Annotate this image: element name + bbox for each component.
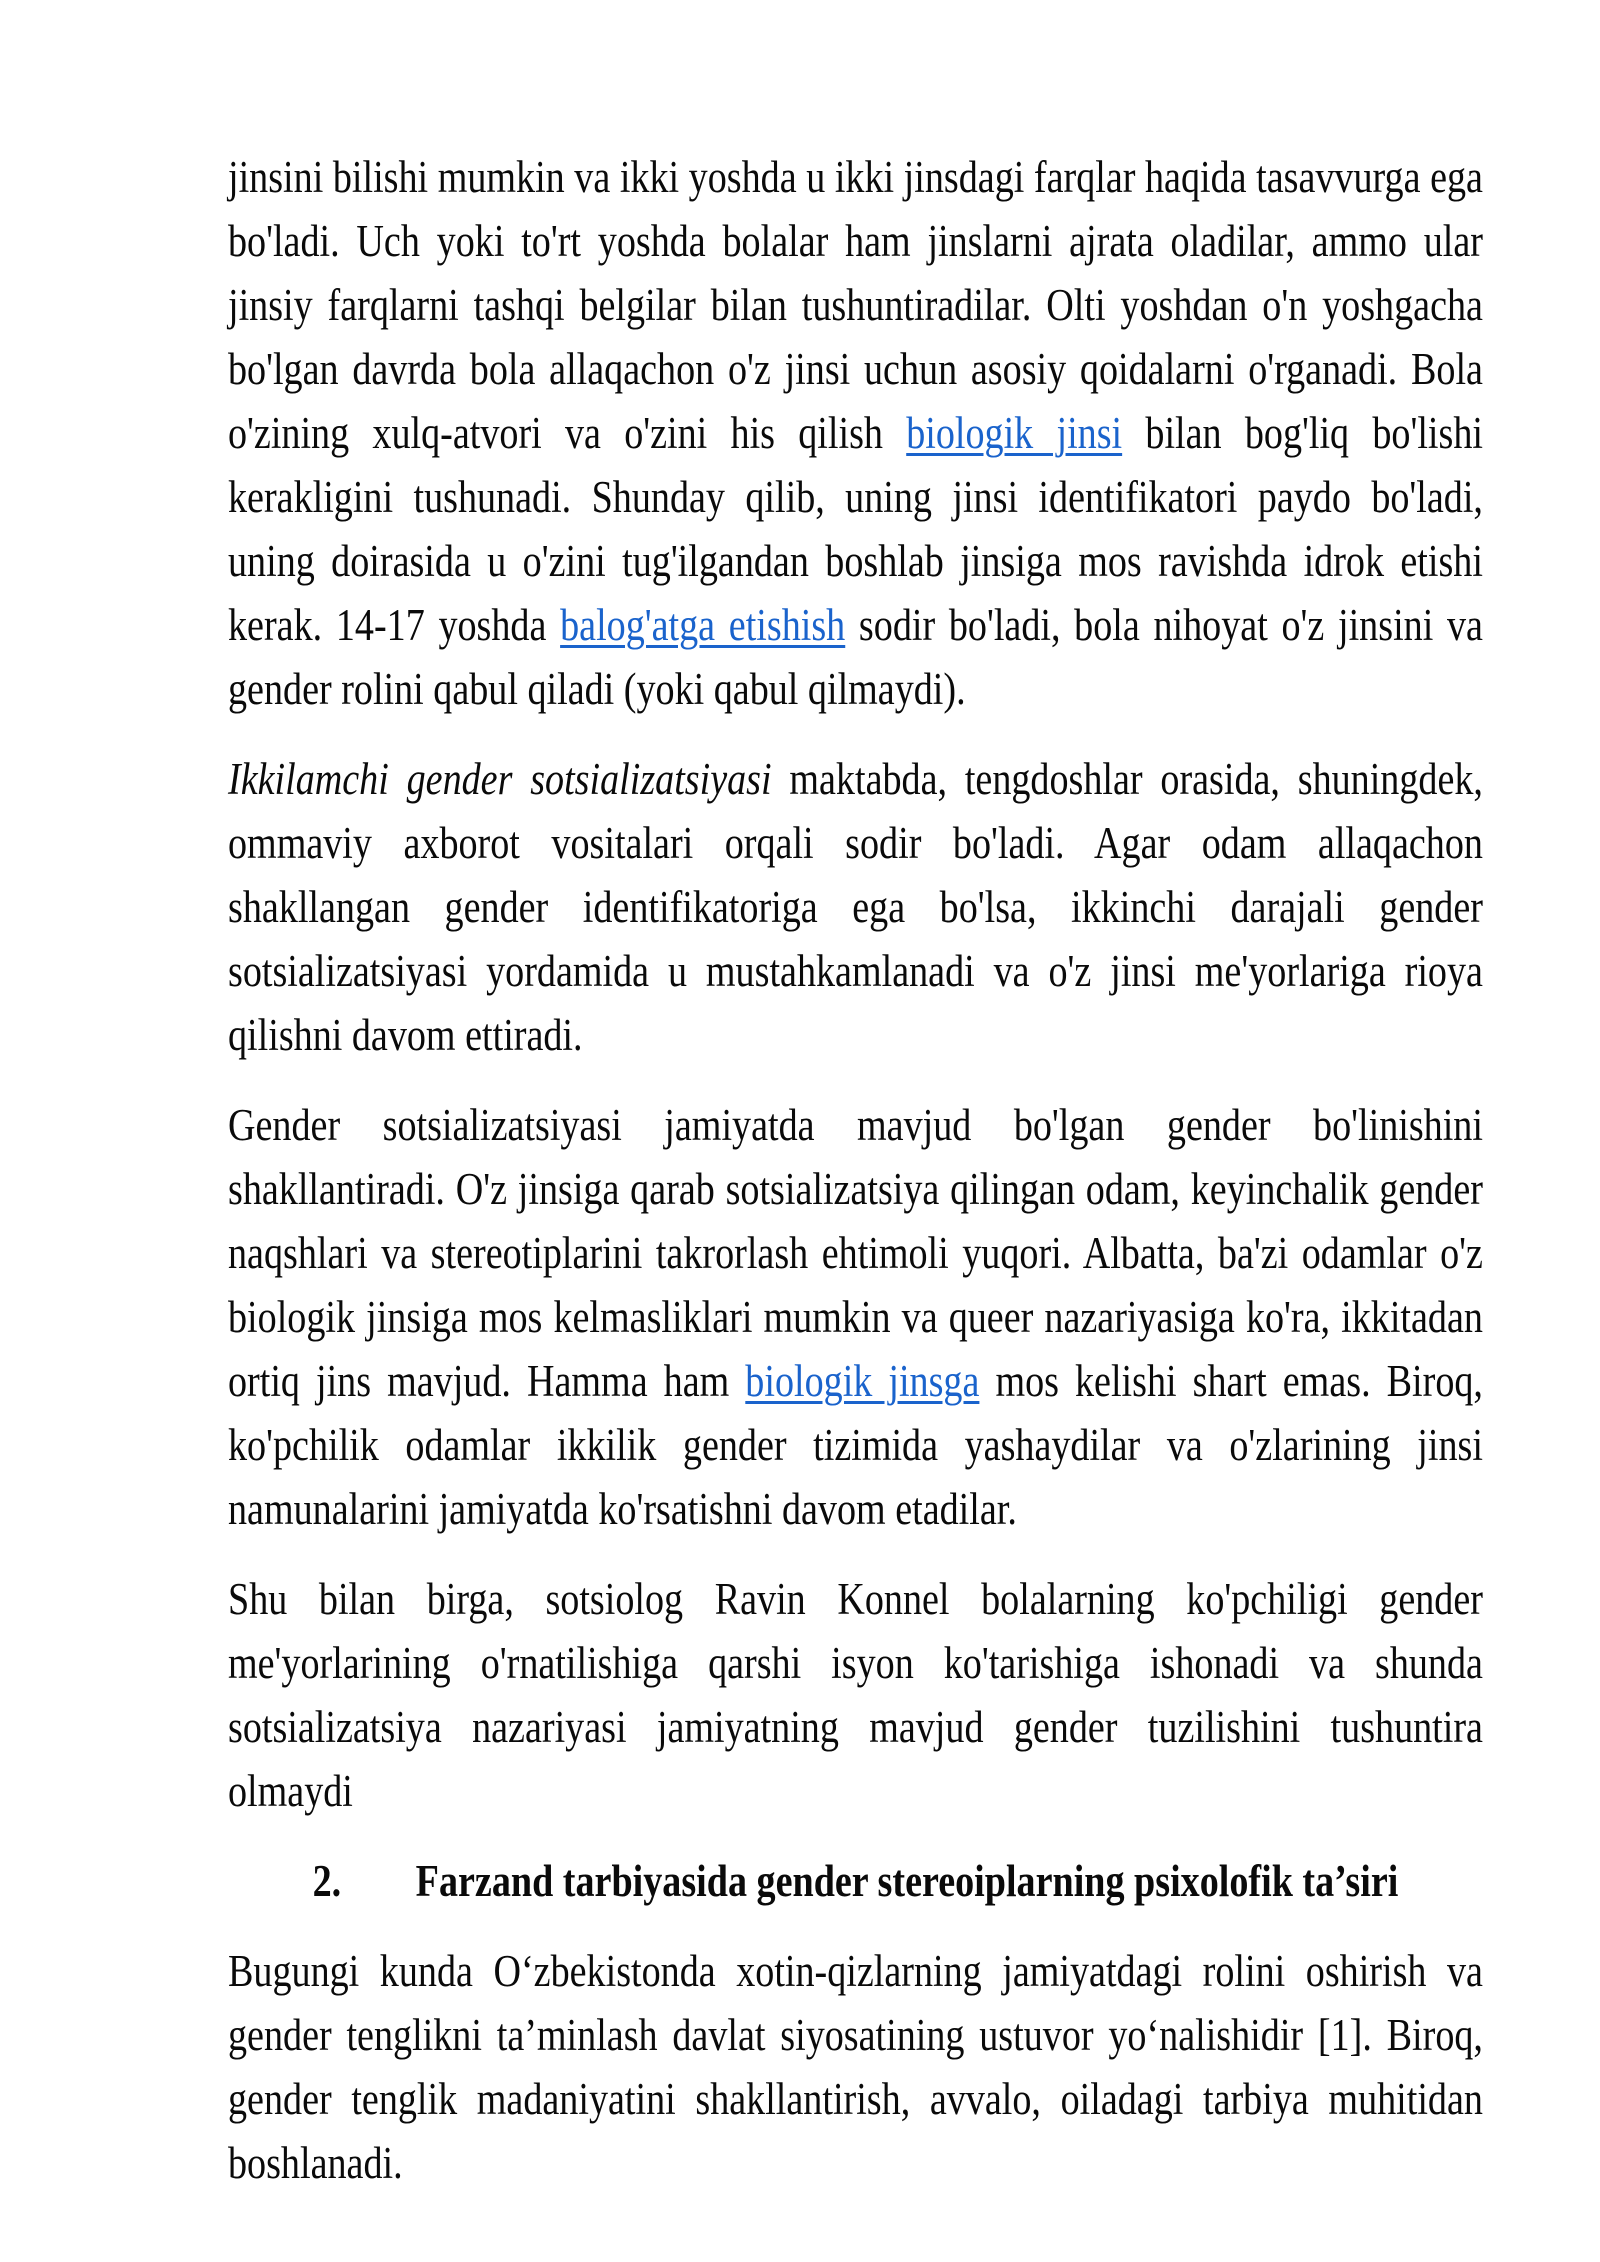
paragraph [228, 145, 1483, 721]
text-segment: jinsini bilishi mumkin va ikki yoshda u ikki jinsdagi farqlar haqida tasavvurga ega bo'ladi. Uch yoki to'rt yoshda bolalar ham jinslarni ajrata oladilar, ammo ular jinsiy farqlarni tashqi belgilar bilan tushuntiradilar. Olti yoshdan o'n yoshgacha bo'lgan davrda bola allaqachon o'z jinsi uchun asosiy qoidalarni o'rganadi. Bola o'zining xulq-atvori va o'zini his qilish [228, 152, 1483, 458]
text-segment: Bugungi kunda O‘zbekistonda xotin-qizlarning jamiyatdagi rolini oshirish va gender tenglikni ta’minlash davlat siyosatining ustuvor yo‘nalishidir [1]. Biroq, gender tenglik madaniyatini shakllantirish, avvalo, oiladagi tarbiya muhitidan boshlanadi. [228, 1946, 1483, 2188]
paragraph [228, 1093, 1483, 1541]
section-heading [228, 1849, 1483, 1913]
hyperlink[interactable]: biologik jinsi [906, 408, 1123, 458]
italic-text: Ikkilamchi gender sotsializatsiyasi [228, 754, 772, 804]
hyperlink[interactable]: balog'atga etishish [560, 600, 846, 650]
paragraph [228, 1567, 1483, 1823]
heading-title: Farzand tarbiyasida gender stereoiplarning psixolofik ta’siri [415, 1856, 1399, 1906]
hyperlink[interactable]: biologik jinsga [745, 1356, 980, 1406]
text-segment: mos kelishi shart emas. Biroq, ko'pchilik odamlar ikkilik gender tizimida yashaydilar va o'zlarining jinsi namunalarini jamiyatda ko'rsatishni davom etadilar. [228, 1356, 1483, 1534]
heading-number: 2. [312, 1856, 342, 1906]
text-segment: bilan bog'liq bo'lishi kerakligini tushunadi. Shunday qilib, uning jinsi identifikatori paydo bo'ladi, uning doirasida u o'zini tug'ilgandan boshlab jinsiga mos ravishda idrok etishi kerak. 14-17 yoshda [228, 408, 1483, 650]
text-segment: Gender sotsializatsiyasi jamiyatda mavjud bo'lgan gender bo'linishini shakllantiradi. O'z jinsiga qarab sotsializatsiya qilingan odam, keyinchalik gender naqshlari va stereotiplarini takrorlash ehtimoli yuqori. Albatta, ba'zi odamlar o'z biologik jinsiga mos kelmasliklari mumkin va queer nazariyasiga ko'ra, ikkitadan ortiq jins mavjud. Hamma ham [228, 1100, 1483, 1406]
text-segment: sodir bo'ladi, bola nihoyat o'z jinsini va gender rolini qabul qiladi (yoki qabul qilmaydi). [228, 600, 1483, 714]
paragraph [228, 747, 1483, 1067]
paragraph [228, 1939, 1483, 2195]
text-segment: Shu bilan birga, sotsiolog Ravin Konnel bolalarning ko'pchiligi gender me'yorlarining o'rnatilishiga qarshi isyon ko'tarishiga ishonadi va shunda sotsializatsiya nazariyasi jamiyatning mavjud gender tuzilishini tushuntira olmaydi [228, 1574, 1483, 1816]
document-content [228, 145, 1483, 2195]
text-segment: maktabda, tengdoshlar orasida, shuningdek, ommaviy axborot vositalari orqali sodir bo'ladi. Agar odam allaqachon shakllangan gender identifikatoriga ega bo'lsa, ikkinchi darajali gender sotsializatsiyasi yordamida u mustahkamlanadi va o'z jinsi me'yorlariga rioya qilishni davom ettiradi. [228, 754, 1483, 1060]
